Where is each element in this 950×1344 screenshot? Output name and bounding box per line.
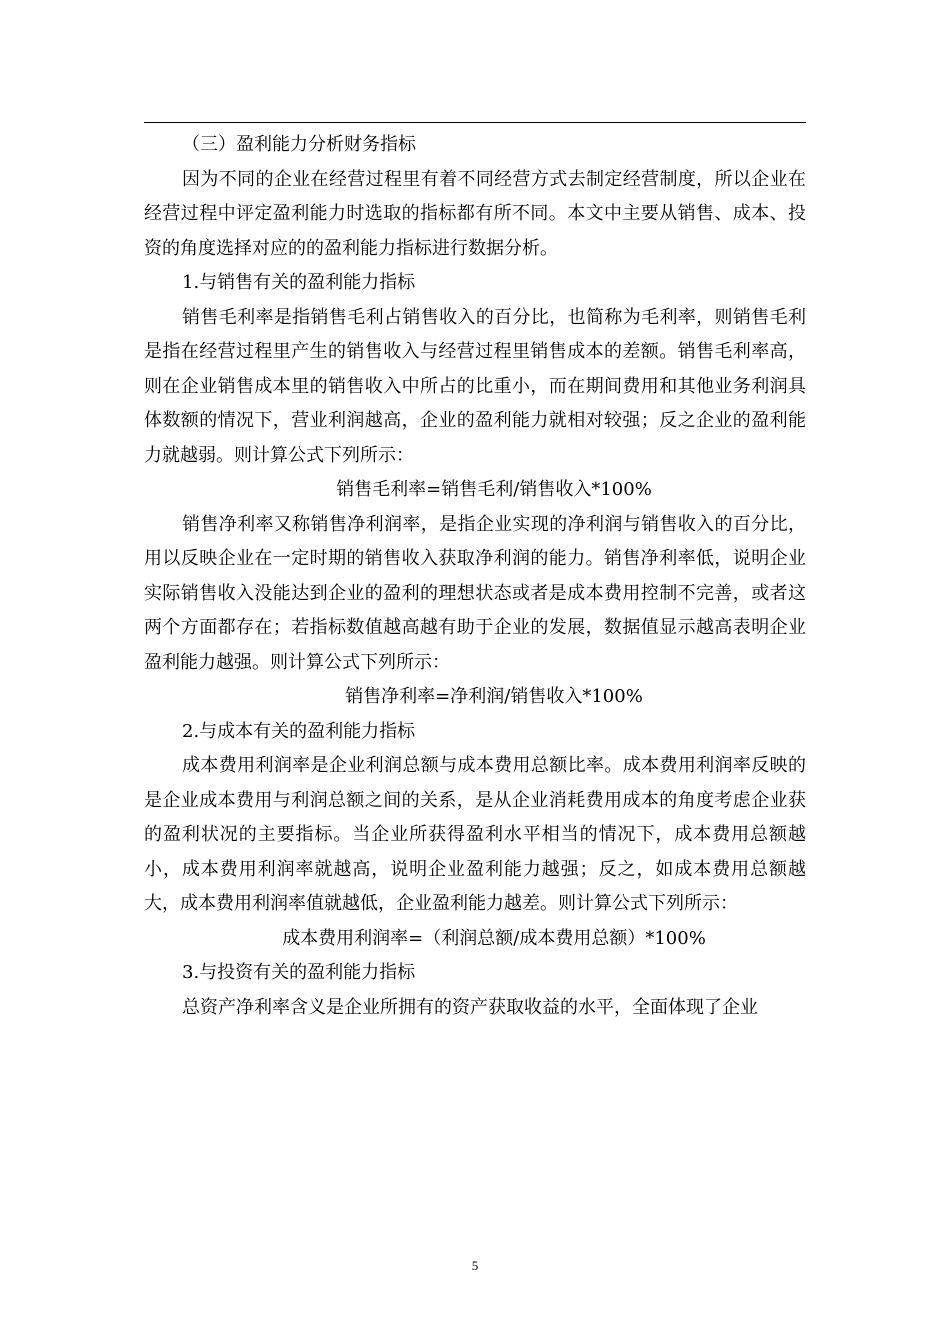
investment-paragraph: 总资产净利率含义是企业所拥有的资产获取收益的水平，全面体现了企业 bbox=[182, 996, 758, 1018]
sales-heading: 1.与销售有关的盈利能力指标 bbox=[182, 272, 416, 293]
section-title: （三）盈利能力分析财务指标 bbox=[182, 134, 416, 155]
cost-heading: 2.与成本有关的盈利能力指标 bbox=[182, 720, 416, 742]
gross-margin-formula: 销售毛利率=销售毛利/销售收入*100% bbox=[336, 479, 652, 500]
investment-heading: 3.与投资有关的盈利能力指标 bbox=[182, 962, 416, 983]
cost-paragraph: 成本费用利润率是企业利润总额与成本费用总额比率。成本费用利润率反映的是企业成本费用与利润总额之间的关系，是从企业消耗费用成本的角度考虑企业获的盈利状况的主要指标。当企业所获得盈利水平相当的情况下，成本费用总额越小，成本费用利润率就越高，说明企业盈利能力越强；反之，如成本费用总额越大，成本费用利润率值就越低，企业盈利能力越差。则计算公式下列所示： bbox=[144, 755, 806, 914]
document-body bbox=[144, 128, 806, 1025]
net-margin-formula: 销售净利率=净利润/销售收入*100% bbox=[345, 686, 643, 707]
gross-margin-paragraph: 销售毛利率是指销售毛利占销售收入的百分比，也简称为毛利率，则销售毛利是指在经营过程里产生的销售收入与经营过程里销售成本的差额。销售毛利率高，则在企业销售成本里的销售收入中所占的比重小，而在期间费用和其他业务利润具体数额的情况下，营业利润越高，企业的盈利能力就相对较强；反之企业的盈利能力就越弱。则计算公式下列所示： bbox=[144, 306, 806, 466]
page-number: 5 bbox=[471, 1258, 479, 1273]
cost-formula: 成本费用利润率=（利润总额/成本费用总额）*100% bbox=[282, 927, 706, 949]
header-rule bbox=[144, 122, 806, 123]
intro-paragraph: 因为不同的企业在经营过程里有着不同经营方式去制定经营制度，所以企业在经营过程中评定盈利能力时选取的指标都有所不同。本文中主要从销售、成本、投资的角度选择对应的的盈利能力指标进行数据分析。 bbox=[144, 168, 806, 259]
net-margin-paragraph: 销售净利率又称销售净利润率，是指企业实现的净利润与销售收入的百分比，用以反映企业在一定时期的销售收入获取净利润的能力。销售净利率低，说明企业实际销售收入没能达到企业的盈利的理想状态或者是成本费用控制不完善，或者这两个方面都存在；若指标数值越高越有助于企业的发展，数据值显示越高表明企业盈利能力越强。则计算公式下列所示： bbox=[144, 513, 806, 673]
